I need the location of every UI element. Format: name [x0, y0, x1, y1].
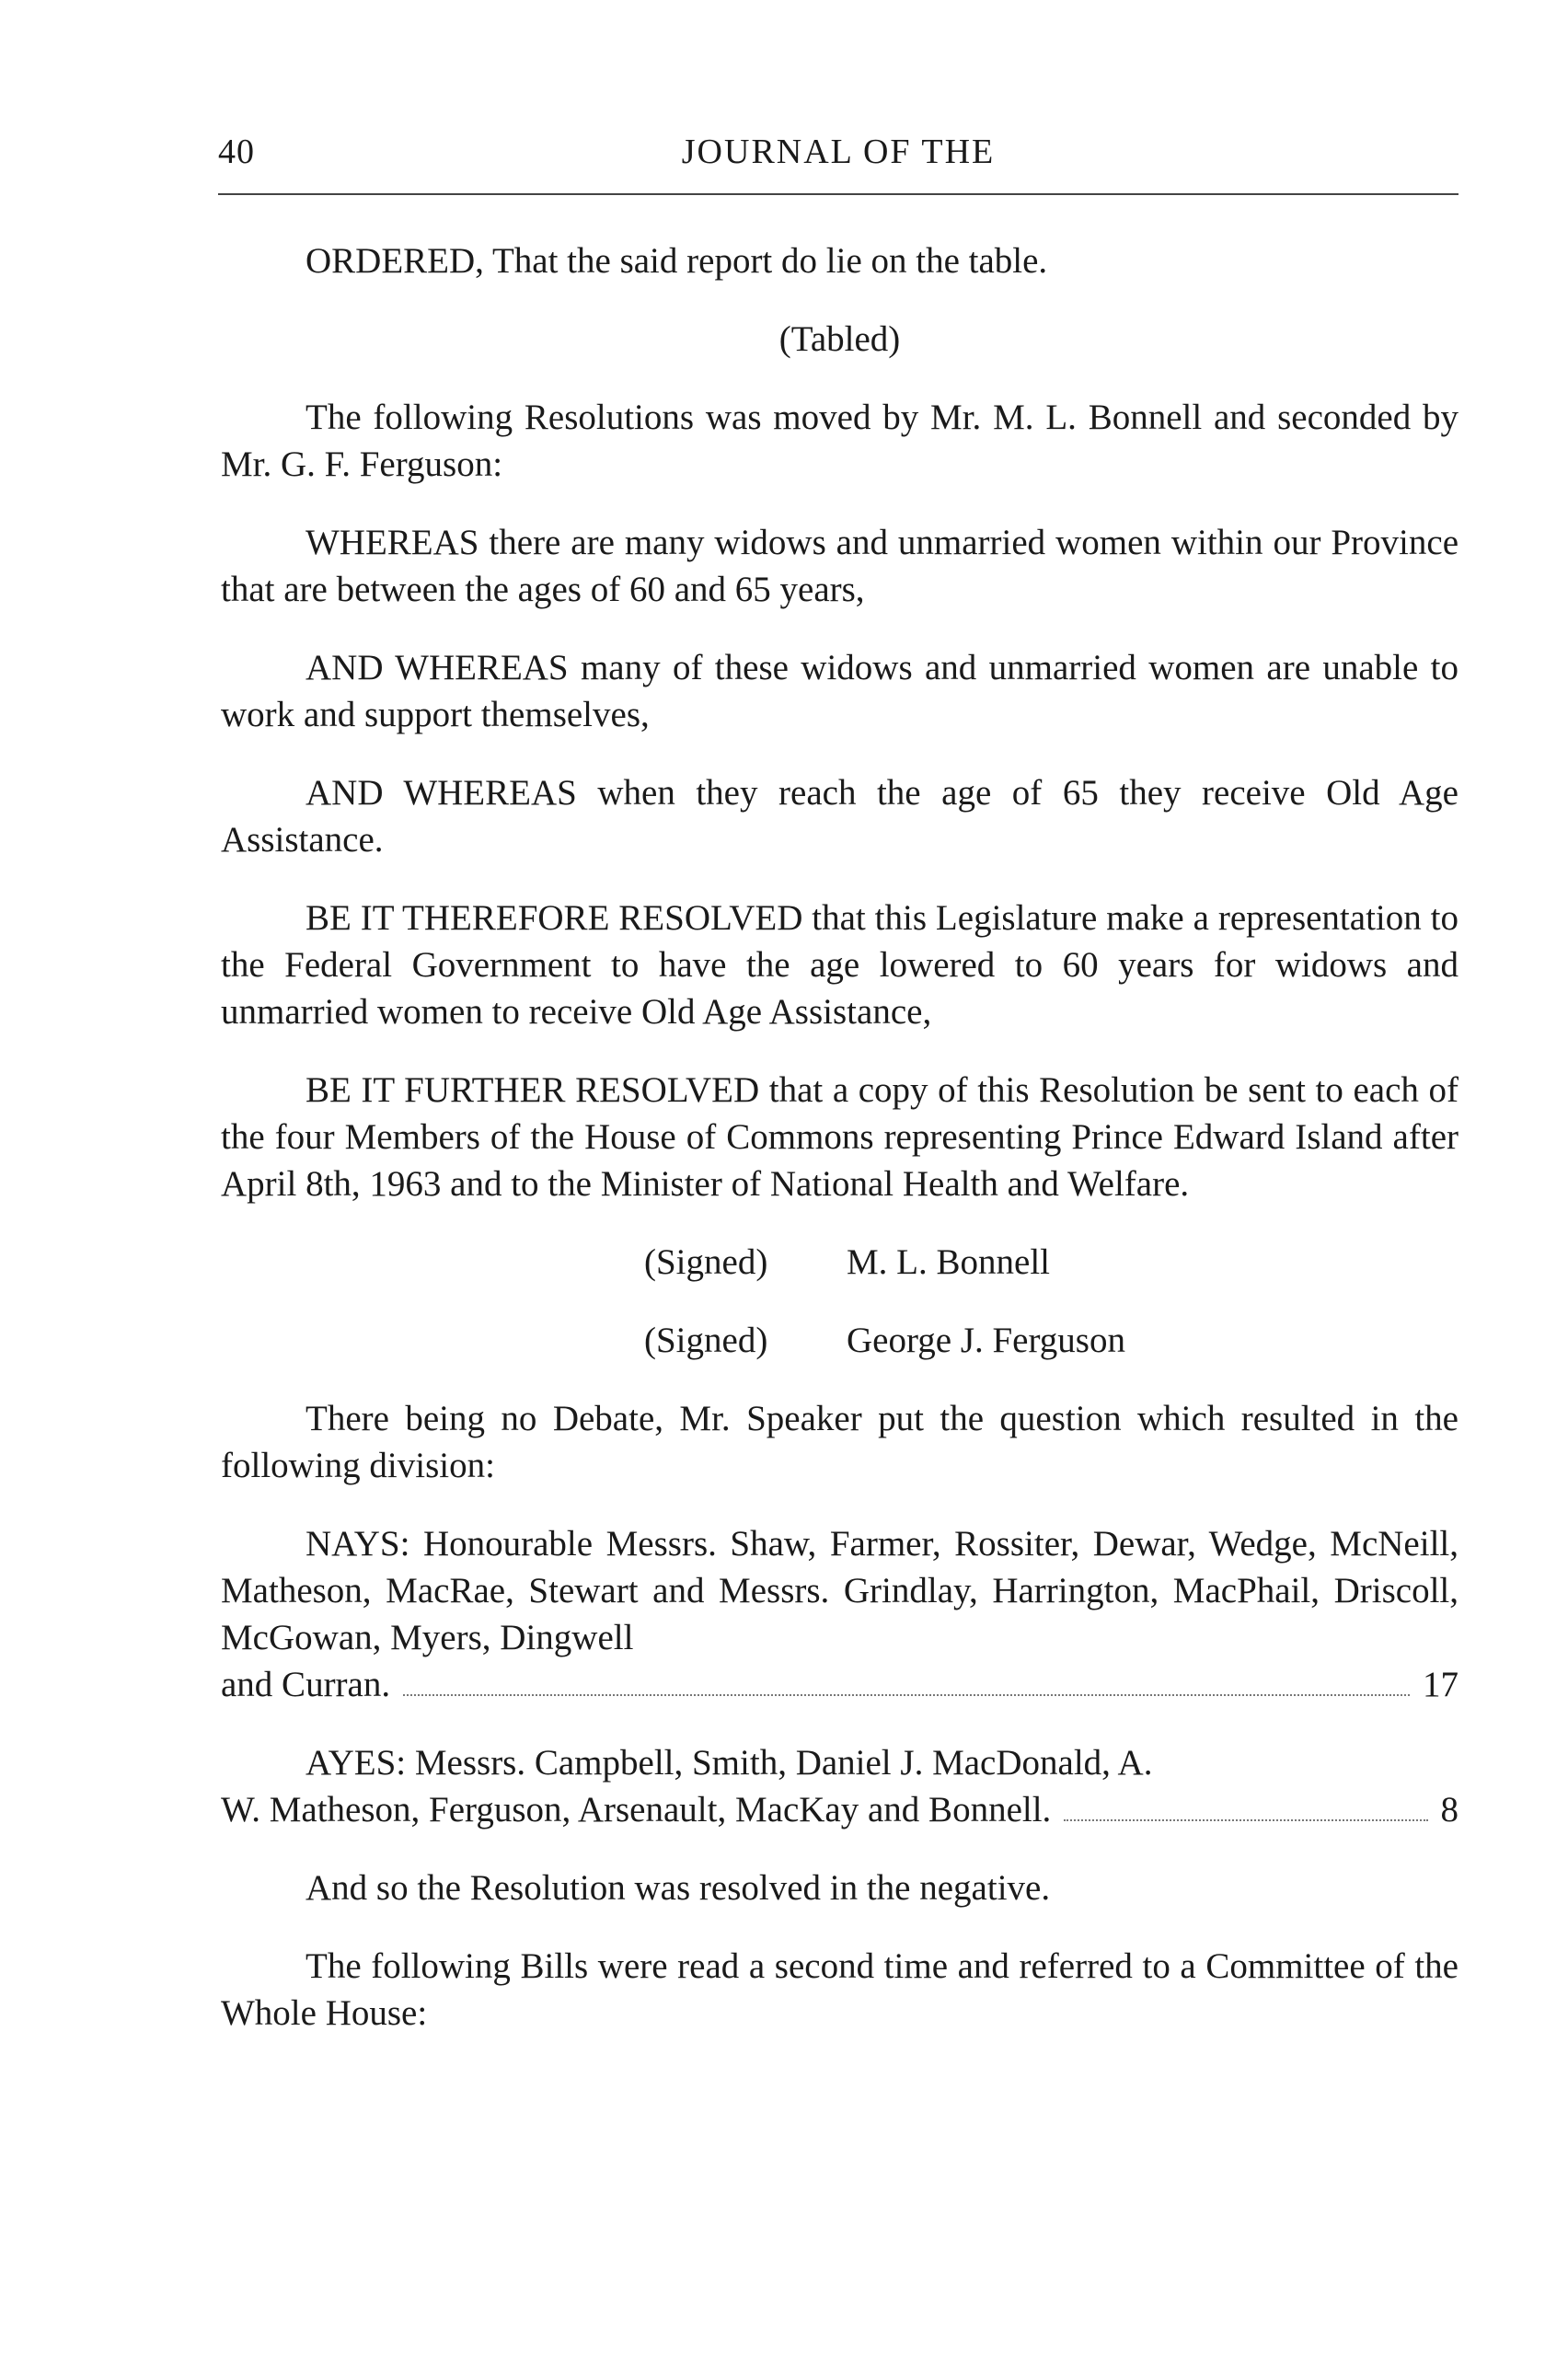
bills-paragraph: The following Bills were read a second time and referred to a Committee of the Whole House:: [221, 1946, 1458, 2033]
ayes-total-line: [221, 1786, 1458, 1833]
nays-count: 17: [1423, 1665, 1458, 1704]
whereas-paragraph-2: AND WHEREAS many of these widows and unmarried women are unable to work and support themselves,: [221, 648, 1458, 734]
signed-label: (Signed): [644, 1242, 768, 1282]
nays-paragraph: [221, 1520, 1458, 1708]
ayes-text: AYES: Messrs. Campbell, Smith, Daniel J. MacDonald, A.: [306, 1743, 1153, 1783]
ayes-last-names: W. Matheson, Ferguson, Arsenault, MacKay and Bonnell.: [221, 1790, 1052, 1829]
nays-total-line: [221, 1661, 1458, 1708]
ayes-paragraph: [221, 1739, 1458, 1833]
signatory-name: George J. Ferguson: [847, 1321, 1125, 1360]
nays-last-names: and Curran.: [221, 1665, 391, 1704]
page-number: 40: [218, 133, 255, 171]
signed-label: (Signed): [644, 1321, 768, 1360]
negative-result-paragraph: And so the Resolution was resolved in the negative.: [306, 1868, 1051, 1908]
signature-line: [221, 1317, 1458, 1364]
whereas-paragraph-1: WHEREAS there are many widows and unmarried women within our Province that are between the ages of 60 and 65 years,: [221, 523, 1458, 609]
header-rule: [218, 193, 1458, 195]
signature-line: [221, 1239, 1458, 1286]
page-header: [218, 132, 1458, 178]
resolved-paragraph-2: BE IT FURTHER RESOLVED that a copy of this Resolution be sent to each of the four Members of the House of Commons representing Prince Edward Island after April 8th, 1963 and to the Minister of National Health and Welfare.: [221, 1070, 1458, 1204]
body-text: [221, 237, 1458, 2068]
ayes-count: 8: [1440, 1790, 1458, 1829]
motion-paragraph: The following Resolutions was moved by Mr. M. L. Bonnell and seconded by Mr. G. F. Ferguson:: [221, 398, 1458, 484]
no-debate-paragraph: There being no Debate, Mr. Speaker put the question which resulted in the following division:: [221, 1399, 1458, 1485]
resolved-paragraph-1: BE IT THEREFORE RESOLVED that this Legislature make a representation to the Federal Government to have the age lowered to 60 years for widows and unmarried women to receive Old Age Assistance,: [221, 898, 1458, 1032]
running-head: JOURNAL OF THE: [681, 133, 996, 171]
whereas-paragraph-3: AND WHEREAS when they reach the age of 65 they receive Old Age Assistance.: [221, 773, 1458, 860]
dot-leader: [403, 1694, 1410, 1696]
dot-leader: [1064, 1819, 1427, 1821]
nays-text: NAYS: Honourable Messrs. Shaw, Farmer, Rossiter, Dewar, Wedge, McNeill, Matheson, MacRae, Stewart and Messrs. Grindlay, Harrington, MacPhail, Driscoll, McGowan, Myers, Dingwell: [221, 1524, 1458, 1657]
ordered-paragraph: ORDERED, That the said report do lie on the table.: [306, 241, 1048, 281]
tabled-note: (Tabled): [778, 319, 901, 359]
signatory-name: M. L. Bonnell: [847, 1242, 1050, 1282]
